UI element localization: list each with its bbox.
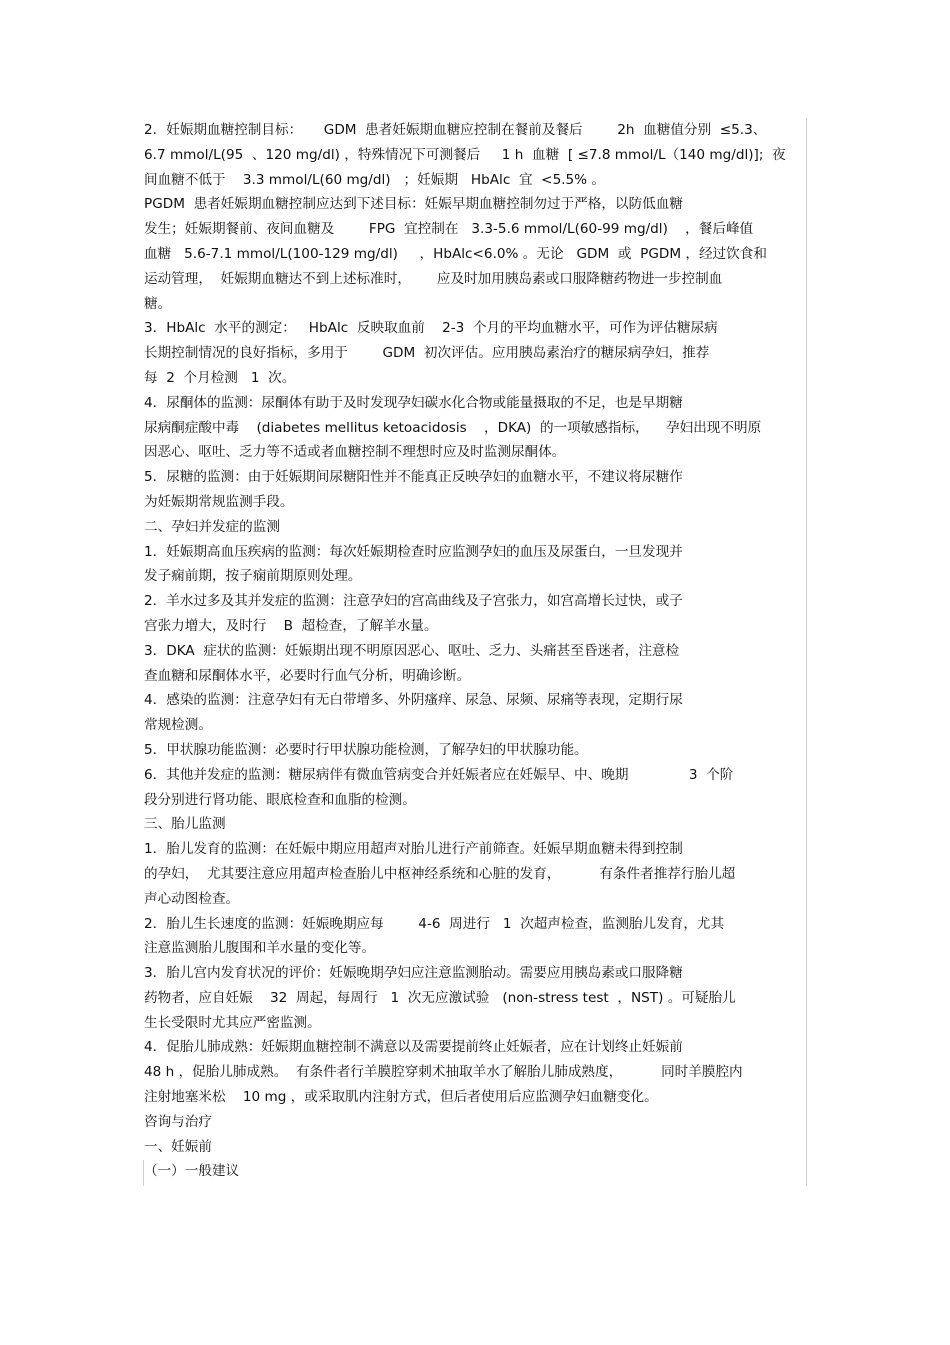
text-line: 发子痫前期，按子痫前期原则处理。: [144, 568, 362, 585]
text-line: 声心动图检查。: [144, 890, 240, 907]
page-border: [143, 1160, 144, 1186]
text-line: 注意监测胎儿腹围和羊水量的变化等。: [144, 940, 376, 957]
text-line: 5．尿糖的监测：由于妊娠期间尿糖阳性并不能真正反映孕妇的血糖水平，不建议将尿糖作: [144, 469, 683, 486]
text-line: 尿病酮症酸中毒 (diabetes mellitus ketoacidosis ，DKA) 的一项敏感指标， 孕妇出现不明原: [144, 419, 762, 436]
text-line: 药物者，应自妊娠 32 周起，每周行 1 次无应激试验 (non-stress test ，NST) 。可疑胎儿: [144, 989, 736, 1006]
text-line: 运动管理， 妊娠期血糖达不到上述标准时， 应及时加用胰岛素或口服降糖药物进一步控制血: [144, 270, 723, 287]
text-line: 3．HbAlc 水平的测定： HbAlc 反映取血前 2-3 个月的平均血糖水平，可作为评估糖尿病: [144, 320, 718, 337]
text-line: 3．胎儿宫内发育状况的评价：妊娠晚期孕妇应注意监测胎动。需要应用胰岛素或口服降糖: [144, 965, 683, 982]
text-line: 间血糖不低于 3.3 mmol/L(60 mg/dl) ；妊娠期 HbAlc 宜 <5.5% 。: [144, 171, 606, 188]
text-line: PGDM 患者妊娠期血糖控制应达到下述目标：妊娠早期血糖控制勿过于严格，以防低血糖: [144, 196, 683, 213]
text-line: 段分别进行肾功能、眼底检查和血脂的检测。: [144, 791, 416, 808]
section-heading: 三、胎儿监测: [144, 816, 226, 833]
text-line: 查血糖和尿酮体水平，必要时行血气分析，明确诊断。: [144, 667, 471, 684]
text-line: 6.7 mmol/L(95 、120 mg/dl) ，特殊情况下可测餐后 1 h 血糖 [ ≤7.8 mmol/L（140 mg/dl)]; 夜: [144, 146, 786, 163]
text-line: 5．甲状腺功能监测：必要时行甲状腺功能检测，了解孕妇的甲状腺功能。: [144, 741, 588, 758]
text-line: 48 h ，促胎儿肺成熟。 有条件者行羊膜腔穿刺术抽取羊水了解胎儿肺成熟度， 同时羊膜腔内: [144, 1064, 743, 1081]
text-line: 4．感染的监测：注意孕妇有无白带增多、外阴瘙痒、尿急、尿频、尿痛等表现，定期行尿: [144, 692, 683, 709]
text-line: 3．DKA 症状的监测：妊娠期出现不明原因恶心、呕吐、乏力、头痛甚至昏迷者，注意检: [144, 642, 680, 659]
text-line: 因恶心、呕吐、乏力等不适或者血糖控制不理想时应及时监测尿酮体。: [144, 444, 566, 461]
text-line: 1．胎儿发育的监测：在妊娠中期应用超声对胎儿进行产前筛查。妊娠早期血糖未得到控制: [144, 841, 683, 858]
text-line: 的孕妇， 尤其要注意应用超声检查胎儿中枢神经系统和心脏的发育， 有条件者推荐行胎儿超: [144, 865, 736, 882]
section-heading: 二、孕妇并发症的监测: [144, 518, 280, 535]
text-line: 糖。: [144, 295, 172, 312]
text-line: 6．其他并发症的监测：糖尿病伴有微血管病变合并妊娠者应在妊娠早、中、晚期 3 个阶: [144, 766, 734, 783]
text-line: 1．妊娠期高血压疾病的监测：每次妊娠期检查时应监测孕妇的血压及尿蛋白，一旦发现并: [144, 543, 683, 560]
text-line: 4．尿酮体的监测：尿酮体有助于及时发现孕妇碳水化合物或能量摄取的不足，也是早期糖: [144, 394, 683, 411]
subsection-heading: （一）一般建议: [144, 1163, 240, 1180]
text-line: 为妊娠期常规监测手段。: [144, 493, 294, 510]
text-line: 发生；妊娠期餐前、夜间血糖及 FPG 宜控制在 3.3-5.6 mmol/L(60-99 mg/dl) ，餐后峰值: [144, 221, 754, 238]
text-line: 每 2 个月检测 1 次。: [144, 369, 296, 386]
text-line: 4．促胎儿肺成熟：妊娠期血糖控制不满意以及需要提前终止妊娠者，应在计划终止妊娠前: [144, 1039, 683, 1056]
text-line: 2．胎儿生长速度的监测：妊娠晚期应每 4-6 周进行 1 次超声检查，监测胎儿发育，尤其: [144, 915, 725, 932]
section-heading: 一、妊娠前: [144, 1138, 212, 1155]
text-line: 血糖 5.6-7.1 mmol/L(100-129 mg/dl) ，HbAlc<6.0% 。无论 GDM 或 PGDM ，经过饮食和: [144, 245, 767, 262]
text-line: 注射地塞米松 10 mg ，或采取肌内注射方式，但后者使用后应监测孕妇血糖变化。: [144, 1089, 658, 1106]
text-line: 生长受限时尤其应严密监测。: [144, 1014, 321, 1031]
section-heading: 咨询与治疗: [144, 1113, 212, 1130]
text-line: 宫张力增大，及时行 B 超检查，了解羊水量。: [144, 617, 438, 634]
text-line: 2．羊水过多及其并发症的监测：注意孕妇的宫高曲线及子宫张力，如宫高增长过快，或子: [144, 593, 683, 610]
text-line: 常规检测。: [144, 717, 212, 734]
text-line: 2．妊娠期血糖控制目标： GDM 患者妊娠期血糖应控制在餐前及餐后 2h 血糖值分别 ≤5.3、: [144, 122, 767, 138]
text-line: 长期控制情况的良好指标，多用于 GDM 初次评估。应用胰岛素治疗的糖尿病孕妇，推荐: [144, 345, 710, 362]
document-body: [144, 118, 807, 1186]
